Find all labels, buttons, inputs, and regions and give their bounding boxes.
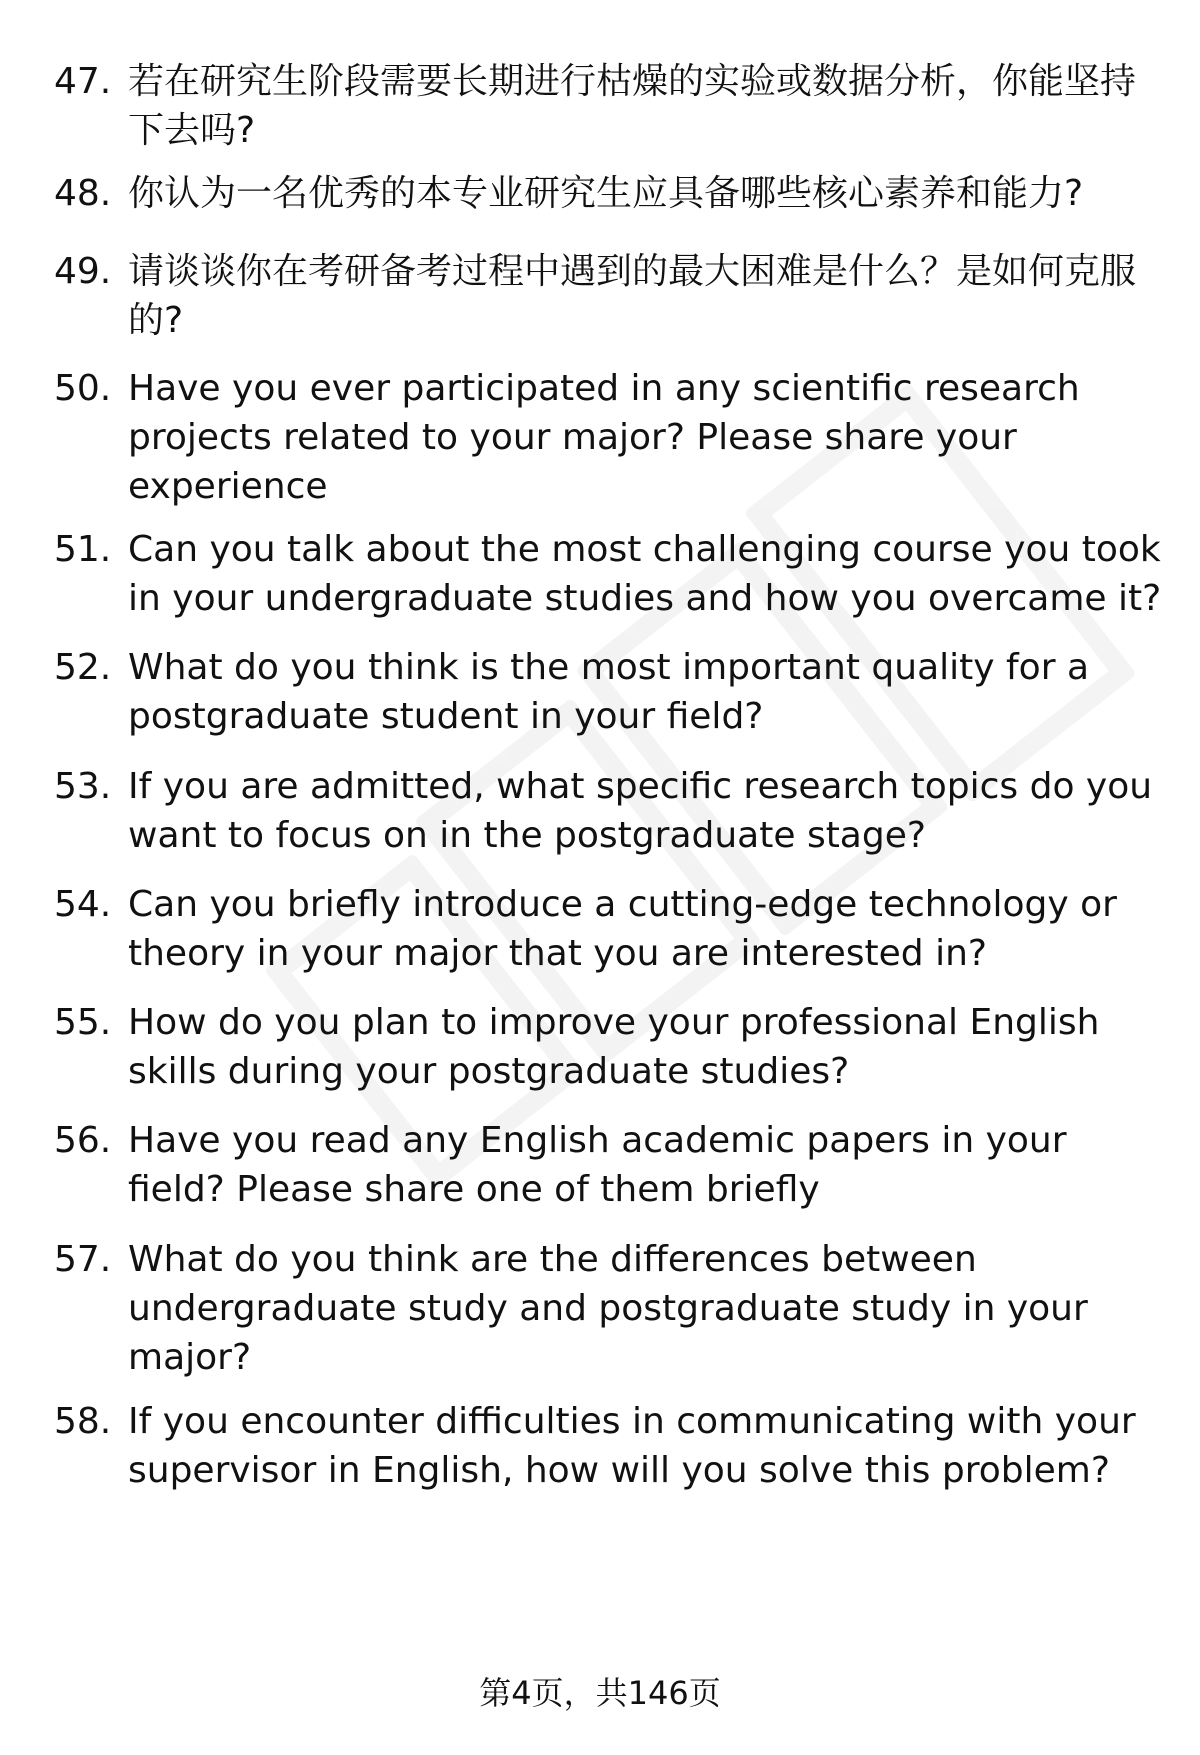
question-item xyxy=(54,880,1164,978)
question-item xyxy=(54,1235,1164,1382)
question-text: What do you think are the differences between undergraduate study and postgraduate study in your major? xyxy=(128,1239,1088,1378)
question-item xyxy=(54,998,1164,1096)
question-item xyxy=(54,762,1164,860)
question-text: Can you briefly introduce a cutting-edge technology or theory in your major that you are interested in? xyxy=(128,884,1117,974)
question-text: If you are admitted, what specific research topics do you want to focus on in the postgraduate stage? xyxy=(128,766,1153,856)
question-item xyxy=(54,1397,1164,1495)
question-number: 47. xyxy=(54,61,112,102)
question-text: What do you think is the most important quality for a postgraduate student in your field? xyxy=(128,647,1090,737)
question-number: 57. xyxy=(54,1239,112,1280)
question-text: 若在研究生阶段需要长期进行枯燥的实验或数据分析，你能坚持下去吗? xyxy=(128,61,1137,151)
question-number: 56. xyxy=(54,1120,112,1161)
question-text: 你认为一名优秀的本专业研究生应具备哪些核心素养和能力? xyxy=(128,173,1084,214)
question-number: 54. xyxy=(54,884,112,925)
question-item xyxy=(54,525,1164,623)
page-footer: 第4页，共146页 xyxy=(479,1674,721,1712)
question-text: Can you talk about the most challenging course you took in your undergraduate studies and how you overcame it? xyxy=(128,529,1162,619)
question-text: If you encounter difficulties in communicating with your supervisor in English, how will you solve this problem? xyxy=(128,1401,1136,1491)
question-item xyxy=(54,57,1164,155)
question-text: Have you ever participated in any scientific research projects related to your major? Please share your experience xyxy=(128,368,1080,507)
question-text: How do you plan to improve your professional English skills during your postgraduate studies? xyxy=(128,1002,1100,1092)
question-item xyxy=(54,643,1164,741)
question-item xyxy=(54,247,1164,345)
question-text: 请谈谈你在考研备考过程中遇到的最大困难是什么？是如何克服的? xyxy=(128,251,1137,341)
question-number: 49. xyxy=(54,251,112,292)
question-number: 55. xyxy=(54,1002,112,1043)
question-number: 51. xyxy=(54,529,112,570)
question-number: 52. xyxy=(54,647,112,688)
question-number: 58. xyxy=(54,1401,112,1442)
question-item xyxy=(54,169,1164,218)
question-number: 50. xyxy=(54,368,112,409)
question-item xyxy=(54,364,1164,511)
question-number: 48. xyxy=(54,173,112,214)
question-number: 53. xyxy=(54,766,112,807)
question-item xyxy=(54,1116,1164,1214)
question-text: Have you read any English academic papers in your field? Please share one of them briefly xyxy=(128,1120,1067,1210)
